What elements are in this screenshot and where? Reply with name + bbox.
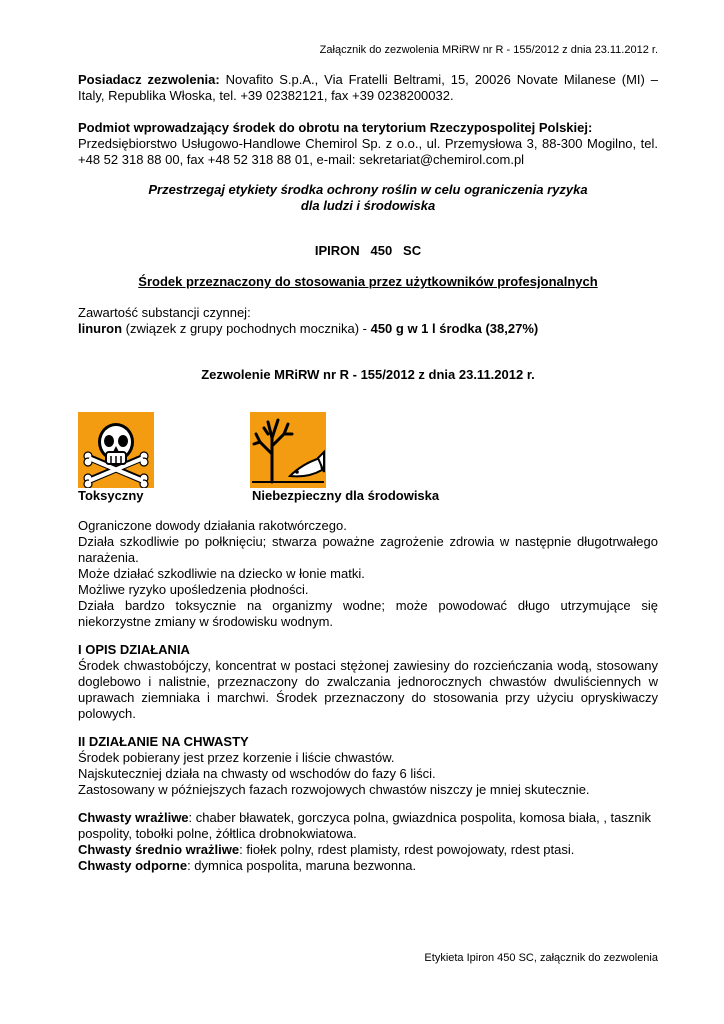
warning-line-1: Przestrzegaj etykiety środka ochrony roślin w celu ograniczenia ryzyka	[148, 182, 588, 197]
section-1-title: I OPIS DZIAŁANIA	[78, 642, 190, 657]
product-name: IPIRON 450 SC	[314, 243, 422, 258]
weeds-lists	[78, 810, 658, 874]
substance-label: Zawartość substancji czynnej:	[78, 305, 251, 320]
sensitive-weeds-label: Chwasty wrażliwe	[78, 810, 189, 825]
product-name-row	[78, 243, 658, 259]
introducer-text: Przedsiębiorstwo Usługowo-Handlowe Chemirol Sp. z o.o., ul. Przemysłowa 3, 88-300 Mogilno, tel. +48 52 318 88 00, fax +48 52 318 88 01, e-mail: sekretariat@chemirol.com.pl	[78, 136, 658, 167]
section-2-line: Najskuteczniej działa na chwasty od wschodów do fazy 6 liści.	[78, 766, 436, 781]
section-weed-action	[78, 734, 658, 798]
warning-line-2: dla ludzi i środowiska	[300, 198, 436, 213]
env-label-row	[252, 488, 439, 504]
environment-hazard-pictogram-icon	[250, 412, 326, 488]
toxic-label-row	[78, 488, 144, 504]
resistant-weeds-text: : dymnica pospolita, maruna bezwonna.	[187, 858, 417, 873]
toxic-label: Toksyczny	[78, 488, 144, 503]
professional-use: Środek przeznaczony do stosowania przez użytkowników profesjonalnych	[138, 274, 598, 289]
sensitive-weeds-text: : chaber bławatek, gorczyca polna, gwiazdnica pospolita, komosa biała, , tasznik pospolity, tobołki polne, żółtlica drobnokwiatowa.	[78, 810, 652, 841]
substance-desc: (związek z grupy pochodnych mocznika) -	[122, 321, 371, 336]
toxic-pictogram-icon	[78, 412, 154, 488]
section-2-title: II DZIAŁANIE NA CHWASTY	[78, 734, 249, 749]
hazard-line: Może działać szkodliwie na dziecko w łonie matki.	[78, 566, 365, 581]
page-footer: Etykieta Ipiron 450 SC, załącznik do zezwolenia	[424, 952, 658, 964]
active-substance	[78, 305, 658, 337]
section-2-line: Środek pobierany jest przez korzenie i liście chwastów.	[78, 750, 395, 765]
hazard-statements	[78, 518, 658, 630]
medium-weeds-label: Chwasty średnio wrażliwe	[78, 842, 240, 857]
section-1-text: Środek chwastobójczy, koncentrat w postaci stężonej zawiesiny do rozcieńczania wodą, stosowany doglebowo i nalistnie, przeznaczony do zwalczania jednorocznych chwastów dwuliściennych w uprawach ziemniaka i marchwi. Środek przeznaczony do stosowania przy użyciu opryskiwaczy polowych.	[78, 658, 658, 721]
substance-amount: 450 g w 1 l środka (38,27%)	[370, 321, 539, 336]
hazard-line: Działa bardzo toksycznie na organizmy wodne; może powodować długo utrzymujące się niekorzystne zmiany w środowisku wodnym.	[78, 598, 658, 629]
safety-warning	[78, 182, 658, 214]
introducer-label: Podmiot wprowadzający środek do obrotu na terytorium Rzeczypospolitej Polskiej:	[78, 120, 593, 135]
permit-holder	[78, 72, 658, 104]
hazard-line: Działa szkodliwie po połknięciu; stwarza poważne zagrożenie zdrowia w następnie długotrwałego narażenia.	[78, 534, 658, 565]
hazard-line: Możliwe ryzyko upośledzenia płodności.	[78, 582, 309, 597]
section-2-line: Zastosowany w późniejszych fazach rozwojowych chwastów niszczy je mniej skutecznie.	[78, 782, 590, 797]
resistant-weeds-label: Chwasty odporne	[78, 858, 188, 873]
hazard-line: Ograniczone dowody działania rakotwórczego.	[78, 518, 347, 533]
holder-text: Novafito S.p.A., Via Fratelli Beltrami, 15, 20026 Novate Milanese (MI) – Italy	[78, 72, 658, 103]
medium-weeds-text: : fiołek polny, rdest plamisty, rdest powojowaty, rdest ptasi.	[239, 842, 575, 857]
permit-number: Zezwolenie MRiRW nr R - 155/2012 z dnia 23.11.2012 r.	[201, 367, 535, 382]
holder-label: Posiadacz zezwolenia:	[78, 72, 220, 87]
holder-text-2: , Republika Włoska, tel. +39 02382121, fax +39 0238200032.	[100, 88, 454, 103]
permit-number-row	[78, 367, 658, 383]
substance-name: linuron	[78, 321, 123, 336]
environment-label: Niebezpieczny dla środowiska	[252, 488, 440, 503]
section-description	[78, 642, 658, 722]
introducer	[78, 120, 658, 168]
professional-use-row	[78, 274, 658, 290]
annex-header: Załącznik do zezwolenia MRiRW nr R - 155/2012 z dnia 23.11.2012 r.	[319, 44, 658, 56]
